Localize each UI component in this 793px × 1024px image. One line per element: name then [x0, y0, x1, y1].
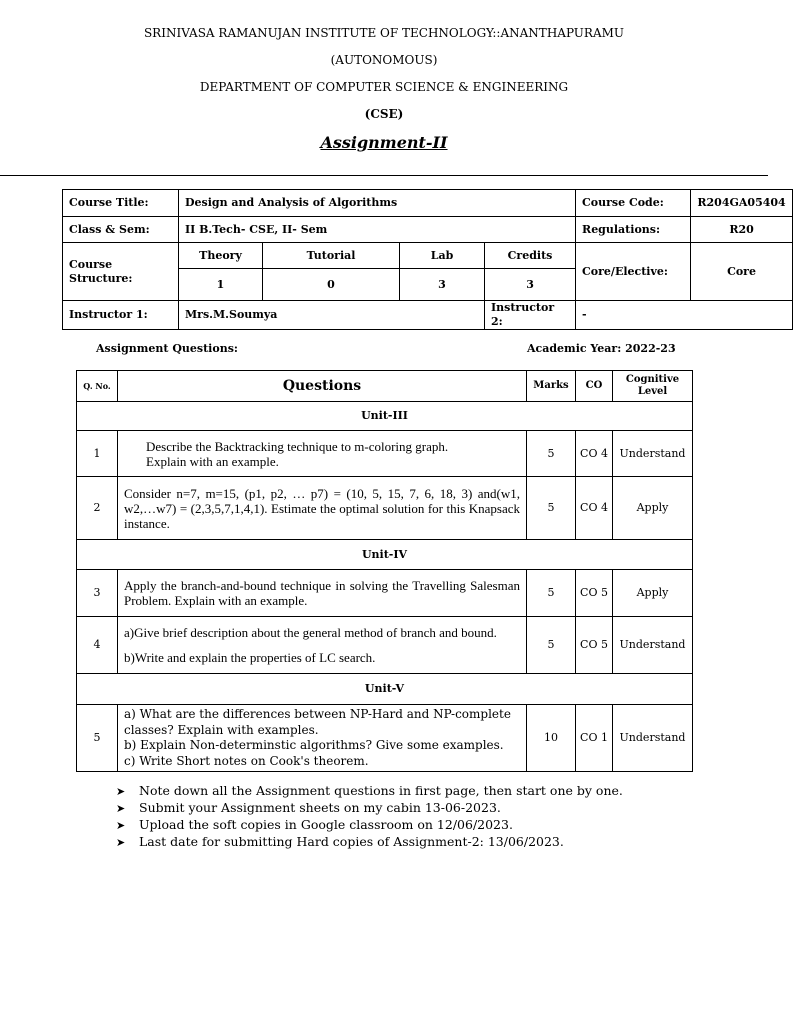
unit-row	[77, 402, 693, 431]
structure-head-credits: Credits	[485, 243, 576, 269]
note-text: Upload the soft copies in Google classroom on 12/06/2023.	[139, 817, 513, 832]
core-elective-label: Core/Elective:	[576, 243, 691, 301]
question-marks: 10	[527, 705, 576, 772]
course-title-label: Course Title:	[63, 190, 179, 217]
table-row	[77, 617, 693, 674]
arrowhead-bullet-icon: ➤	[116, 785, 126, 798]
course-code-label: Course Code:	[576, 190, 691, 217]
instructor1-label: Instructor 1:	[63, 301, 179, 330]
question-marks: 5	[527, 570, 576, 617]
question-line: b)Write and explain the properties of LC search.	[124, 650, 376, 665]
instructions-list	[116, 782, 623, 850]
question-level: Understand	[613, 705, 693, 772]
question-text	[118, 705, 527, 772]
question-text	[118, 617, 527, 674]
instructor-row	[63, 301, 793, 330]
question-line: Explain with an example.	[146, 453, 279, 469]
arrowhead-bullet-icon: ➤	[116, 836, 126, 849]
department-short: (CSE)	[364, 107, 404, 121]
structure-head-tutorial: Tutorial	[263, 243, 400, 269]
department-name: DEPARTMENT OF COMPUTER SCIENCE & ENGINEERING	[199, 80, 569, 94]
assignment-questions-label: Assignment Questions:	[96, 342, 238, 355]
course-title-row	[63, 190, 793, 217]
table-row	[77, 705, 693, 772]
course-structure-label: Course Structure:	[63, 243, 179, 301]
structure-head-row	[63, 243, 793, 269]
question-co: CO 1	[576, 705, 613, 772]
structure-head-theory: Theory	[179, 243, 263, 269]
structure-head-lab: Lab	[400, 243, 485, 269]
list-item	[116, 799, 623, 816]
marks-header: Marks	[527, 371, 576, 402]
academic-year: Academic Year: 2022-23	[527, 342, 676, 355]
question-text	[118, 477, 527, 540]
course-info-table	[62, 189, 793, 330]
question-marks: 5	[527, 477, 576, 540]
question-number: 2	[77, 477, 118, 540]
unit-row	[77, 540, 693, 570]
regulations-label: Regulations:	[576, 217, 691, 243]
class-sem-row	[63, 217, 793, 243]
question-co: CO 4	[576, 431, 613, 477]
core-elective-value: Core	[691, 243, 793, 301]
unit-heading: Unit-IV	[77, 540, 693, 570]
course-code-value: R204GA05404	[691, 190, 793, 217]
question-line: Describe the Backtracking technique to m-coloring graph.	[146, 438, 449, 454]
header-divider	[0, 175, 768, 176]
institute-name: SRINIVASA RAMANUJAN INSTITUTE OF TECHNOLOGY::ANANTHAPURAMU	[143, 26, 625, 40]
structure-value-tutorial: 0	[263, 269, 400, 301]
question-line: Consider n=7, m=15, (p1, p2, … p7) = (10, 5, 15, 7, 6, 18, 3) and(w1, w2,…w7) = (2,3,5,7,1,4,1). Estimate the optimal solution for this Knapsack instance.	[124, 485, 520, 531]
question-number: 5	[77, 705, 118, 772]
question-marks: 5	[527, 617, 576, 674]
instructor2-value: -	[576, 301, 793, 330]
question-line: a) What are the differences between NP-Hard and NP-complete classes? Explain with examples.	[124, 707, 511, 737]
unit-row	[77, 674, 693, 705]
question-level: Understand	[613, 431, 693, 477]
question-co: CO 5	[576, 570, 613, 617]
list-item	[116, 782, 623, 799]
question-level: Apply	[613, 477, 693, 540]
unit-heading: Unit-III	[77, 402, 693, 431]
list-item	[116, 816, 623, 833]
question-co: CO 4	[576, 477, 613, 540]
question-line: a)Give brief description about the general method of branch and bound.	[124, 625, 497, 640]
cognitive-level-header: Cognitive Level	[613, 371, 693, 402]
structure-value-lab: 3	[400, 269, 485, 301]
arrowhead-bullet-icon: ➤	[116, 802, 126, 815]
table-row	[77, 431, 693, 477]
note-text: Submit your Assignment sheets on my cabin 13-06-2023.	[139, 800, 501, 815]
question-text	[118, 431, 527, 477]
class-sem-value: II B.Tech- CSE, II- Sem	[179, 217, 576, 243]
list-item	[116, 833, 623, 850]
question-level: Understand	[613, 617, 693, 674]
autonomous-label: (AUTONOMOUS)	[330, 53, 438, 67]
question-number: 1	[77, 431, 118, 477]
unit-heading: Unit-V	[77, 674, 693, 705]
question-marks: 5	[527, 431, 576, 477]
question-number: 4	[77, 617, 118, 674]
questions-header: Questions	[118, 371, 527, 402]
course-title-value: Design and Analysis of Algorithms	[179, 190, 576, 217]
note-text: Last date for submitting Hard copies of Assignment-2: 13/06/2023.	[139, 834, 564, 849]
question-line: c) Write Short notes on Cook's theorem.	[124, 753, 369, 768]
structure-value-credits: 3	[485, 269, 576, 301]
note-text: Note down all the Assignment questions in first page, then start one by one.	[139, 783, 623, 798]
class-sem-label: Class & Sem:	[63, 217, 179, 243]
qno-header: Q. No.	[77, 371, 118, 402]
instructor2-label: Instructor 2:	[485, 301, 576, 330]
table-row	[77, 477, 693, 540]
structure-value-theory: 1	[179, 269, 263, 301]
question-level: Apply	[613, 570, 693, 617]
arrowhead-bullet-icon: ➤	[116, 819, 126, 832]
table-row	[77, 570, 693, 617]
regulations-value: R20	[691, 217, 793, 243]
question-text	[118, 570, 527, 617]
question-line: Apply the branch-and-bound technique in solving the Travelling Salesman Problem. Explain with an example.	[124, 578, 520, 608]
question-line: b) Explain Non-determinstic algorithms? Give some examples.	[124, 738, 504, 752]
question-number: 3	[77, 570, 118, 617]
questions-header-row	[77, 371, 693, 402]
instructor1-value: Mrs.M.Soumya	[179, 301, 485, 330]
question-co: CO 5	[576, 617, 613, 674]
co-header: CO	[576, 371, 613, 402]
page-title: Assignment-II	[320, 133, 448, 152]
questions-table	[76, 370, 693, 772]
